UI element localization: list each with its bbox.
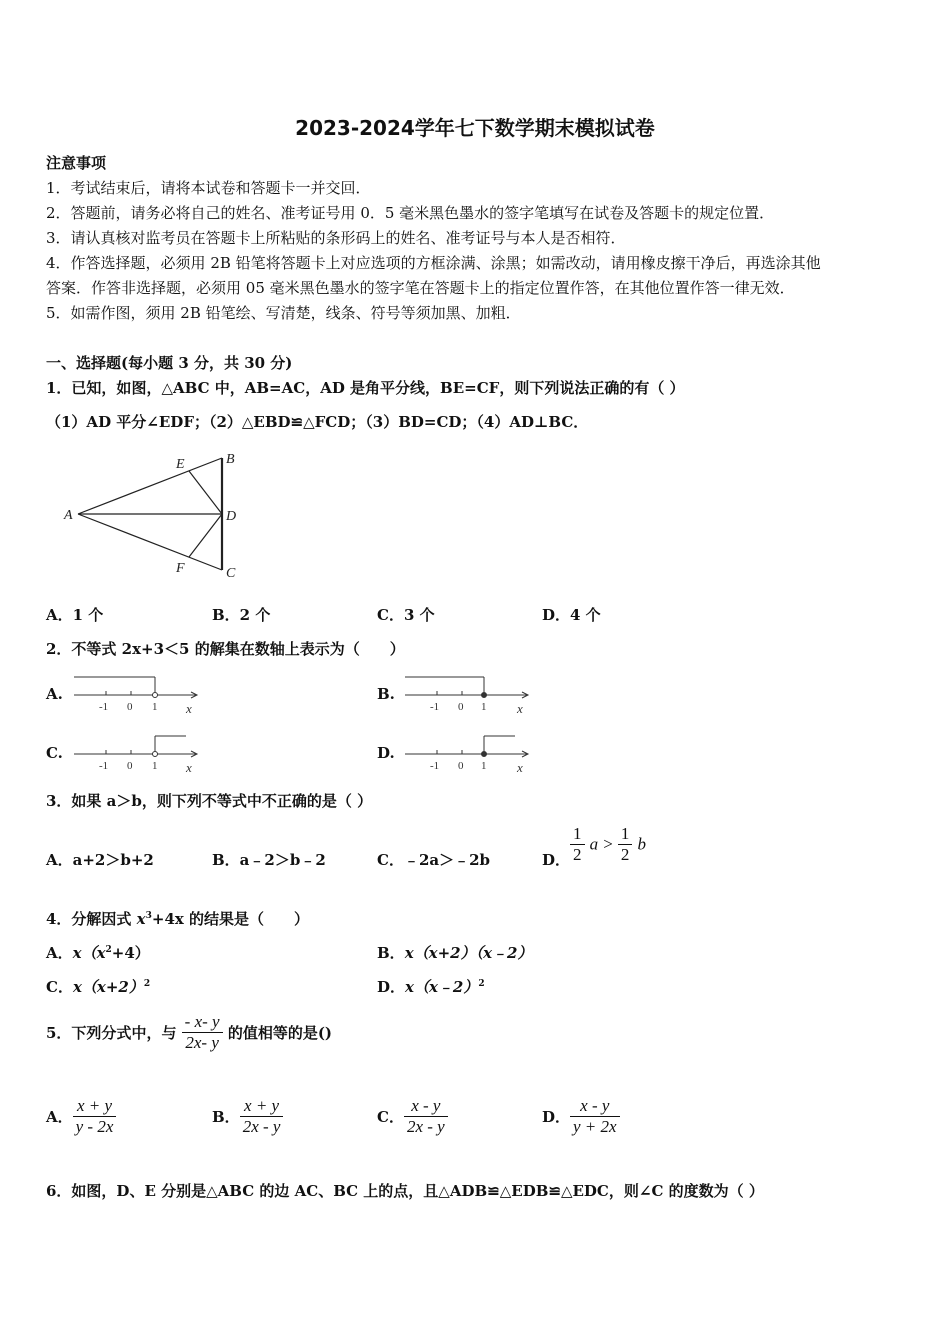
axis-var: x	[517, 701, 523, 716]
q2-option-a-letter: A.	[46, 685, 63, 703]
tick-label: 0	[127, 701, 133, 713]
q1-stem: 1．已知，如图，△ABC 中，AB=AC，AD 是角平分线，BE=CF，则下列说法正确的有（ ）	[46, 379, 685, 397]
axis-var: x	[186, 760, 192, 775]
q2-number-line-c	[72, 734, 204, 776]
option-text: x（x+2）（x﹣2）	[404, 944, 533, 962]
label-f: F	[176, 561, 185, 576]
fraction-denominator: 2x - y	[404, 1116, 448, 1137]
q1-figure	[56, 445, 256, 590]
option-letter: A．	[46, 944, 73, 962]
q1-option-d: D．4 个	[542, 606, 601, 624]
note-item: 3．请认真核对监考员在答题卡上所粘贴的条形码上的姓名、准考证号与本人是否相符．	[46, 229, 626, 247]
note-item: 5．如需作图，须用 2B 铅笔绘、写清楚，线条、符号等须加黑、加粗．	[46, 304, 521, 322]
tick-label: 1	[481, 701, 487, 713]
tick-label: -1	[430, 760, 440, 772]
notes-heading: 注意事项	[46, 154, 107, 172]
q2-option-d-letter: D.	[377, 744, 395, 762]
q2-number-line-b	[403, 675, 535, 717]
q5-stem	[46, 1012, 332, 1053]
q2-option-b-letter: B.	[377, 685, 395, 703]
tick-label: -1	[99, 701, 109, 713]
fraction-numerator: x + y	[76, 1096, 113, 1115]
tick-label: 0	[458, 701, 464, 713]
q4-stem-prefix: 4．分解因式	[46, 910, 137, 928]
tick-label: 0	[127, 760, 133, 772]
fraction-numerator: 1	[573, 824, 582, 843]
option-letter: B．	[377, 944, 405, 962]
axis-var: x	[186, 701, 192, 716]
label-a: A	[64, 508, 73, 523]
q3-option-d-letter: D．	[542, 851, 571, 869]
q3-option-a: A．a+2＞b+2	[46, 851, 154, 869]
option-letter: A．	[46, 1108, 73, 1126]
fraction-numerator: x - y	[411, 1096, 441, 1115]
tick-label: 1	[481, 760, 487, 772]
option-letter: B．	[212, 1108, 240, 1126]
label-c: C	[226, 566, 236, 581]
fraction-denominator: 2x - y	[240, 1116, 284, 1137]
fraction-numerator: - x- y	[184, 1012, 220, 1031]
fraction-denominator: y + 2x	[570, 1116, 620, 1137]
segment-fd	[189, 514, 222, 557]
q5-stem-suffix: 的值相等的是()	[222, 1024, 333, 1042]
axis-var: x	[517, 760, 523, 775]
section-heading: 一、选择题(每小题 3 分，共 30 分)	[46, 354, 293, 372]
option-letter: D．	[377, 978, 406, 996]
q4-stem-var: x	[136, 910, 146, 928]
tick-label: -1	[430, 701, 440, 713]
variable: b	[637, 834, 646, 854]
option-exponent: 2	[105, 945, 112, 955]
segment-ed	[189, 471, 222, 514]
q5-stem-prefix: 5．下列分式中，与	[46, 1024, 182, 1042]
q2-option-c-letter: C.	[46, 744, 63, 762]
fraction-denominator: 2	[570, 844, 585, 865]
q1-statements: （1）AD 平分∠EDF；（2）△EBD≌△FCD；（3）BD=CD；（4）AD⊥BC．	[46, 413, 589, 431]
tick-label: 1	[152, 701, 158, 713]
q5-option-a	[46, 1096, 116, 1137]
option-text: x（x﹣2）	[405, 978, 479, 996]
q6-stem: 6．如图，D、E 分别是△ABC 的边 AC、BC 上的点，且△ADB≌△EDB≌△EDC，则∠C 的度数为（ ）	[46, 1182, 764, 1200]
q4-stem	[46, 908, 309, 929]
q5-option-d	[542, 1096, 620, 1137]
q4-option-c	[46, 976, 150, 997]
q1-option-a: A．1 个	[46, 606, 104, 624]
operator: >	[603, 834, 613, 854]
q5-option-c	[377, 1096, 448, 1137]
q2-number-line-d	[403, 734, 535, 776]
variable: a	[589, 834, 599, 854]
q3-option-b: B．a﹣2＞b﹣2	[212, 851, 326, 869]
note-item: 答案．作答非选择题，必须用 05 毫米黑色墨水的签字笔在答题卡上的指定位置作答，在其他位置作答一律无效．	[46, 279, 795, 297]
fraction-numerator: x + y	[244, 1096, 280, 1115]
label-d: D	[226, 509, 237, 524]
option-exponent: 2	[478, 979, 485, 989]
q3-stem: 3．如果 a＞b，则下列不等式中不正确的是（ ）	[46, 792, 373, 810]
q1-option-c: C．3 个	[377, 606, 435, 624]
tick-label: 0	[458, 760, 464, 772]
q4-option-b	[377, 942, 532, 963]
tick-label: 1	[152, 760, 158, 772]
option-letter: C．	[377, 1108, 404, 1126]
page-title: 2023-2024学年七下数学期末模拟试卷	[295, 116, 655, 140]
note-item: 4．作答选择题，必须用 2B 铅笔将答题卡上对应选项的方框涂满、涂黑；如需改动，请用橡皮擦干净后，再选涂其他	[46, 254, 821, 272]
fraction-numerator: 1	[620, 824, 630, 843]
option-text: x（x+2）	[72, 978, 144, 996]
label-e: E	[176, 457, 185, 472]
tick-label: -1	[99, 760, 109, 772]
option-text: +4）	[111, 944, 150, 962]
fraction-denominator: 2x- y	[182, 1032, 223, 1053]
fraction-numerator: x - y	[580, 1096, 610, 1115]
q5-option-b	[212, 1096, 283, 1137]
q4-option-d	[377, 976, 485, 997]
q4-stem-exponent: 3	[145, 911, 152, 921]
option-letter: D．	[542, 1108, 571, 1126]
q2-stem: 2．不等式 2x+3＜5 的解集在数轴上表示为（ ）	[46, 640, 405, 658]
note-item: 2．答题前，请务必将自己的姓名、准考证号用 0．5 毫米黑色墨水的签字笔填写在试卷及答题卡的规定位置．	[46, 204, 775, 222]
q3-option-d-expression	[570, 824, 646, 865]
option-letter: C．	[46, 978, 73, 996]
fraction-denominator: y - 2x	[73, 1116, 117, 1137]
note-item: 1．考试结束后，请将本试卷和答题卡一并交回．	[46, 179, 371, 197]
q4-stem-rest: +4x 的结果是（ ）	[151, 910, 310, 928]
q3-option-c: C．﹣2a＞﹣2b	[377, 851, 491, 869]
q2-number-line-a	[72, 675, 204, 717]
q1-option-b: B．2 个	[212, 606, 271, 624]
fraction-denominator: 2	[618, 844, 633, 865]
label-b: B	[226, 452, 235, 467]
option-exponent: 2	[143, 979, 151, 989]
q4-option-a	[46, 942, 150, 963]
option-text: x（x	[72, 944, 106, 962]
